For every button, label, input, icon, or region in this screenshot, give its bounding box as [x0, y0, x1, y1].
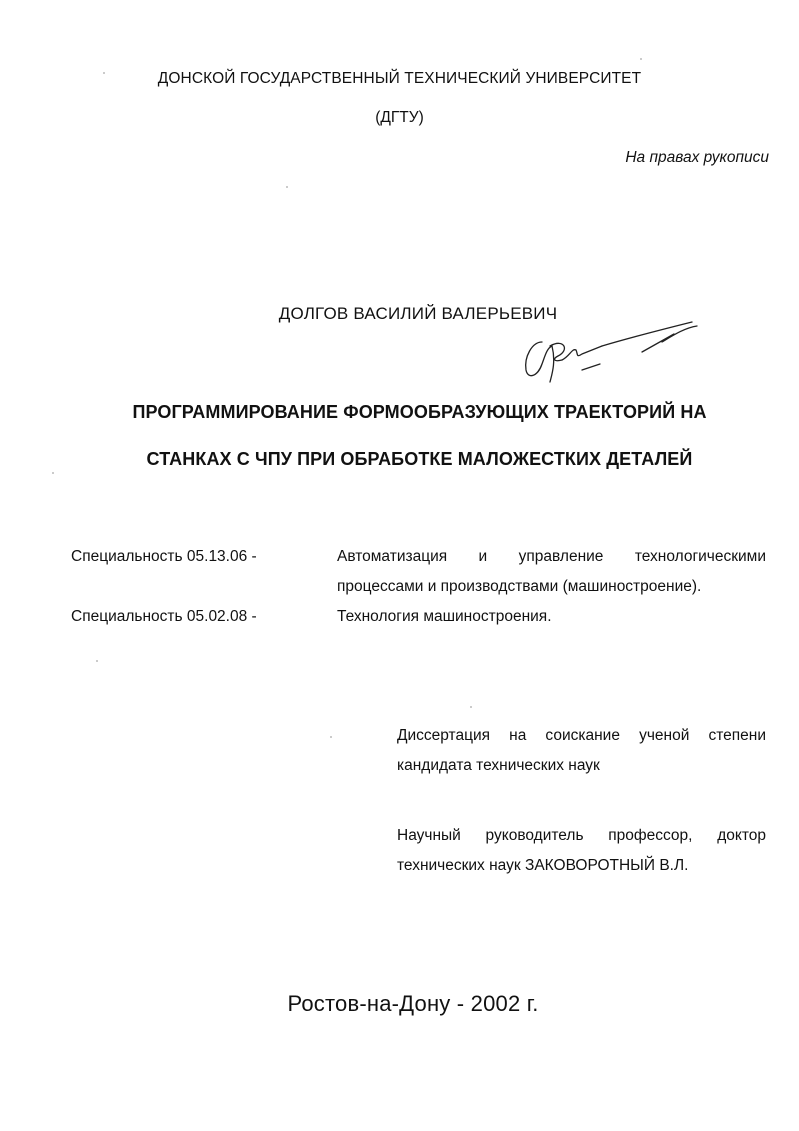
city-and-year: Ростов-на-Дону - 2002 г. — [287, 991, 539, 1016]
specialty-description-line: Автоматизация и управление технологическими — [337, 548, 766, 565]
author-name: ДОЛГОВ ВАСИЛИЙ ВАЛЕРЬЕВИЧ — [278, 304, 558, 323]
dissertation-title-line-2: СТАНКАХ С ЧПУ ПРИ ОБРАБОТКЕ МАЛОЖЕСТКИХ ДЕТАЛЕЙ — [146, 449, 693, 469]
specialty-description — [337, 542, 766, 602]
university-abbreviation: (ДГТУ) — [375, 109, 424, 126]
dissertation-title-line-1: ПРОГРАММИРОВАНИЕ ФОРМООБРАЗУЮЩИХ ТРАЕКТОРИЙ НА — [132, 402, 707, 422]
degree-note-line: кандидата технических наук — [397, 757, 600, 774]
scientific-supervisor — [397, 821, 766, 881]
dissertation-degree-note — [397, 721, 766, 781]
supervisor-line: Научный руководитель профессор, доктор — [397, 827, 766, 844]
university-name: ДОНСКОЙ ГОСУДАРСТВЕННЫЙ ТЕХНИЧЕСКИЙ УНИВЕРСИТЕТ — [157, 70, 642, 87]
supervisor-line: технических наук ЗАКОВОРОТНЫЙ В.Л. — [397, 857, 689, 874]
handwritten-signature — [512, 312, 712, 392]
specialty-description — [337, 602, 766, 632]
specialty-description-line: процессами и производствами (машиностроение). — [337, 578, 702, 595]
manuscript-rights-note: На правах рукописи — [625, 149, 769, 166]
scan-speck — [96, 660, 98, 662]
specialty-label: Специальность 05.02.08 - — [71, 608, 257, 625]
scan-speck — [286, 186, 288, 188]
scan-speck — [640, 58, 642, 60]
scan-speck — [330, 736, 332, 738]
specialty-label: Специальность 05.13.06 - — [71, 548, 257, 565]
scan-speck — [103, 72, 105, 74]
scan-speck — [52, 472, 54, 474]
specialty-description-line: Технология машиностроения. — [337, 608, 552, 625]
scan-speck — [470, 706, 472, 708]
degree-note-line: Диссертация на соискание ученой степени — [397, 727, 766, 744]
